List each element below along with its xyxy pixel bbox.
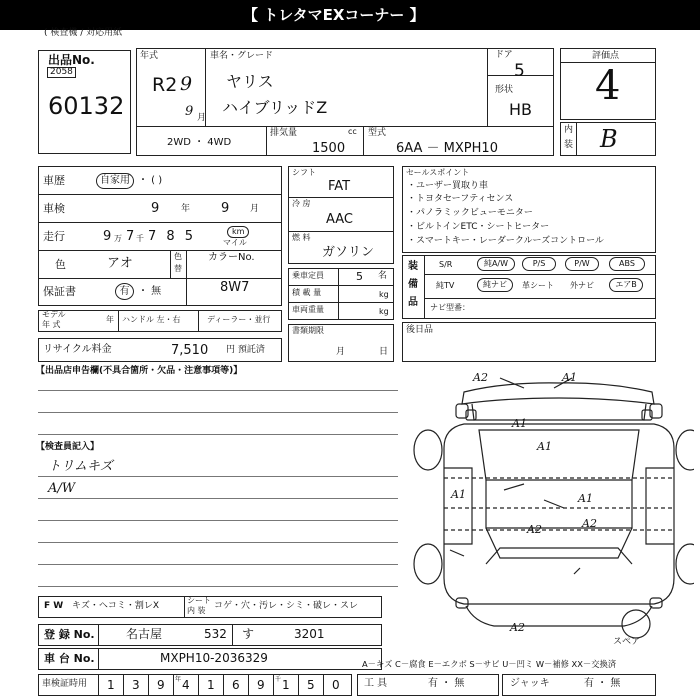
mileage-man: 9 <box>103 229 112 244</box>
man-unit: 万 <box>114 234 122 243</box>
model: 6AA － MXPH10 <box>396 141 498 156</box>
inspector-note-2: A/W <box>48 481 76 496</box>
sales-point: ・パノラミックビューモニター <box>407 208 533 218</box>
jack-value: 有 ・ 無 <box>584 678 621 689</box>
sen-unit: 千 <box>136 234 144 243</box>
score: 4 <box>595 63 621 109</box>
insp-month-unit: 月 <box>250 204 260 214</box>
shape-label: 形状 <box>495 85 514 95</box>
color-change-1: 色 <box>174 252 182 261</box>
warranty-yes: 有 <box>115 283 134 300</box>
weight-label: 車両重量 <box>292 305 324 314</box>
interior-label-2: 装 <box>564 140 574 150</box>
color: アオ <box>107 256 133 271</box>
equip-aw: 純A/W <box>477 257 515 271</box>
jack-label: ジャッキ <box>510 678 550 689</box>
month-handwritten: 9 <box>185 104 194 119</box>
recycle-unit: 円 預託済 <box>226 345 265 355</box>
mile-unit: マイル <box>223 238 247 247</box>
lot-label: 出品No. <box>48 53 95 67</box>
history-type: 自家用 <box>96 173 134 189</box>
cc-unit: cc <box>348 127 357 136</box>
damage-label: F W <box>44 601 64 611</box>
equip-navi: 純ナビ <box>477 278 513 292</box>
damage-mark: A2 <box>473 371 488 384</box>
sales-point: ・スマートキー・レーダークルーズコントロール <box>407 236 604 246</box>
mileage-sen: 7 <box>126 229 135 244</box>
capacity-unit: 名 <box>378 271 388 281</box>
receipt-label: 後日品 <box>406 325 434 335</box>
reg-kana: す <box>242 627 255 641</box>
equip-pw: P/W <box>565 257 599 271</box>
equip-sr: S/R <box>439 260 453 269</box>
sales-label: セールスポイント <box>406 168 470 177</box>
car-name: ヤリス <box>226 72 274 91</box>
chassis-label: 車 台 No. <box>44 652 95 665</box>
tools-label: 工 具 <box>364 678 388 689</box>
cert-digit: 6 <box>232 678 240 692</box>
equip-airbag: エアB <box>609 278 643 292</box>
equip-ext-navi: 外ナビ <box>570 281 594 290</box>
recycle-value: 7,510 <box>171 343 209 358</box>
cert-unit: 千 <box>275 676 282 683</box>
score-label: 評価点 <box>592 51 620 61</box>
damage-mark: A2 <box>582 517 597 530</box>
cert-unit: 年 <box>175 676 182 683</box>
seat-label-2: 内 装 <box>187 606 206 615</box>
color-label: 色 <box>55 258 66 271</box>
inspector-note-1: トリムキズ <box>48 459 113 474</box>
reg-num: 3201 <box>294 627 325 641</box>
model-year-label-1: モデル <box>42 310 66 319</box>
month-unit: 月 <box>197 113 207 123</box>
damage-mark: A2 <box>510 621 525 634</box>
load-unit: kg <box>379 290 389 299</box>
year-label: 年式 <box>140 51 159 61</box>
recycle-label: リサイクル料金 <box>43 344 112 355</box>
capacity: 5 <box>356 270 363 283</box>
ac-label: 冷 房 <box>292 199 311 208</box>
model-label: 型式 <box>368 128 387 138</box>
deadline-month: 月 <box>336 347 346 357</box>
deadline-label: 書類期限 <box>292 326 324 335</box>
interior-score: B <box>600 125 618 153</box>
reg-area: 名古屋 <box>126 627 163 641</box>
shift-label: シフト <box>292 168 316 177</box>
lot-sub: 2058 <box>47 67 76 78</box>
insp-month: 9 <box>221 201 230 216</box>
ac: AAC <box>326 212 353 227</box>
car-damage-diagram <box>404 368 694 640</box>
grade: ハイブリッドZ <box>222 98 328 117</box>
mileage-rest: 7 8 5 <box>148 229 197 244</box>
warranty-no: ・ 無 <box>138 286 162 297</box>
shift: FAT <box>328 179 351 194</box>
history-label: 車歴 <box>43 174 65 187</box>
damage-mark: A2 <box>527 523 542 536</box>
model-year-unit: 年 <box>106 315 114 324</box>
chassis: MXPH10-2036329 <box>160 651 268 665</box>
cert-digit: 1 <box>282 678 290 692</box>
cert-digit: 1 <box>207 678 215 692</box>
damage-mark: A1 <box>537 440 552 453</box>
cert-label: 車検証時用 <box>42 679 88 689</box>
load-label: 積 載 量 <box>292 288 322 297</box>
equip-ps: P/S <box>522 257 556 271</box>
tools-value: 有 ・ 無 <box>428 678 465 689</box>
era: R2 <box>152 74 178 96</box>
history-paren: ・ ( ) <box>138 175 163 186</box>
mileage-label: 走行 <box>43 230 65 243</box>
cert-digit: 0 <box>332 678 340 692</box>
km-unit: km <box>227 226 249 238</box>
capacity-label: 乗車定員 <box>292 271 324 280</box>
drive: 2WD ・ 4WD <box>167 137 232 148</box>
displacement: 1500 <box>312 141 346 156</box>
damage-mark: A1 <box>512 417 527 430</box>
equipment-label-2: 備 <box>408 279 418 290</box>
equip-abs: ABS <box>609 257 645 271</box>
fuel-label: 燃 料 <box>292 233 311 242</box>
cert-digit: 3 <box>132 678 140 692</box>
header-title: 【 トレタマEXコーナー 】 <box>243 6 425 24</box>
damage-mark: A1 <box>578 492 593 505</box>
sales-point: ・トヨタセーフティセンス <box>407 194 514 204</box>
equipment-label-3: 品 <box>408 297 418 308</box>
top-note: ( 検査機 / 対応用紙 <box>44 28 123 38</box>
equipment-label-1: 装 <box>408 261 418 272</box>
seat-text: コゲ・穴・汚レ・シミ・破レ・スレ <box>214 601 359 611</box>
name-label: 車名・グレード <box>210 51 274 61</box>
reg-class: 532 <box>204 627 227 641</box>
insp-year-unit: 年 <box>181 204 191 214</box>
cert-digit: 1 <box>107 678 115 692</box>
inspection-label: 車検 <box>43 202 65 215</box>
color-no-label: カラーNo. <box>208 252 255 263</box>
shape: HB <box>509 100 533 119</box>
cert-digit: 4 <box>182 678 190 692</box>
equip-leather: 革シート <box>522 281 554 290</box>
navi-label: ナビ型番： <box>430 303 470 312</box>
damage-text: キズ・ヘコミ・割レX <box>72 601 159 611</box>
cert-digit: 5 <box>307 678 315 692</box>
damage-mark: A1 <box>451 488 466 501</box>
receipt-box <box>402 322 656 362</box>
damage-legend: A－キズ C－腐食 E－エクボ S－サビ U－凹ミ W－補修 XX－交換済 <box>362 659 617 669</box>
dealer-option: ディーラー・並行 <box>207 315 271 324</box>
displacement-label: 排気量 <box>270 128 298 138</box>
handle-option: ハンドル 左・右 <box>122 315 181 324</box>
inspector-label: 【検査員記入】 <box>36 442 100 452</box>
fuel: ガソリン <box>322 245 375 260</box>
month: 9 <box>180 73 193 95</box>
store-label: 【出品店申告欄(不具合箇所・欠品・注意事項等)】 <box>36 366 243 376</box>
cert-digit: 9 <box>257 678 265 692</box>
damage-mark: A1 <box>562 371 577 384</box>
insp-year: 9 <box>151 201 160 216</box>
door-label: ドア <box>495 50 513 60</box>
seat-label-1: シート <box>187 596 211 605</box>
color-change-2: 替 <box>174 264 182 273</box>
equip-tv: 純TV <box>436 281 455 290</box>
deadline-day: 日 <box>379 347 389 357</box>
doors: 5 <box>514 61 525 81</box>
interior-label-1: 内 <box>564 125 574 135</box>
warranty-label: 保証書 <box>43 285 76 298</box>
lot-number: 60132 <box>48 92 125 120</box>
weight-unit: kg <box>379 307 389 316</box>
sales-point: ・ビルトインETC・シートヒーター <box>407 222 550 232</box>
cert-digit: 9 <box>157 678 165 692</box>
color-no: 8W7 <box>220 280 250 295</box>
spare-label: スペア <box>613 637 641 647</box>
sales-point: ・ユーザー買取り車 <box>407 181 489 191</box>
model-year-label-2: 年 式 <box>42 320 61 329</box>
reg-label: 登 録 No. <box>44 628 95 641</box>
